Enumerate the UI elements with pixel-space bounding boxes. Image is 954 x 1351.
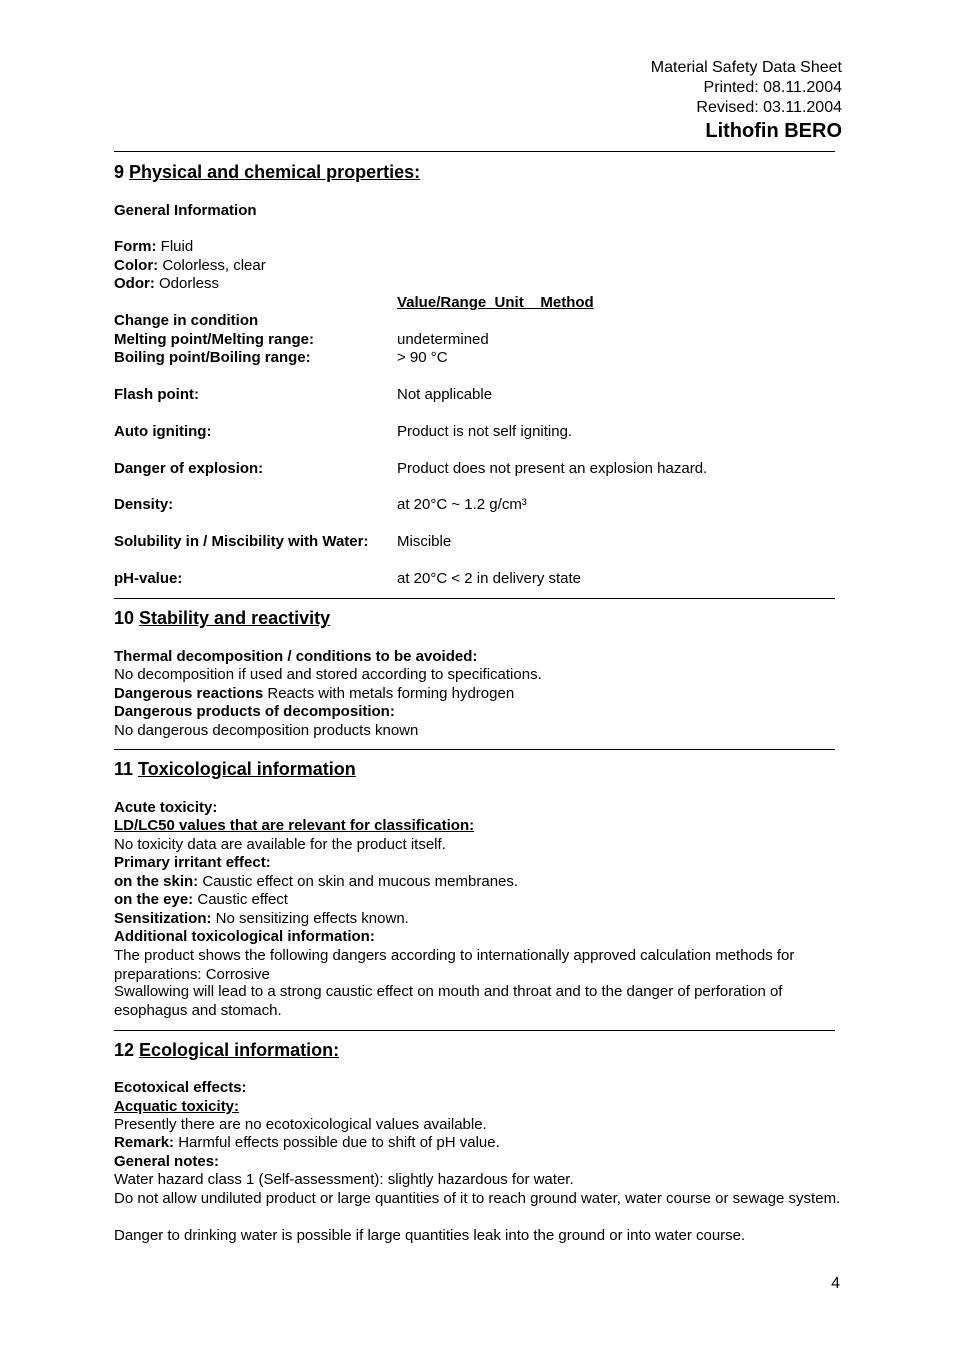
remark-line [114,1134,844,1153]
section-number: 11 [114,759,134,779]
section-12-heading [114,1040,339,1061]
section-9-heading [114,162,420,183]
form-label: Form: [114,238,157,255]
section-number: 9 [114,162,125,182]
odor-line [114,275,844,294]
section-11-heading [114,759,356,780]
dangerous-reactions-label: Dangerous reactions [114,685,264,702]
color-value: Colorless, clear [162,257,266,274]
odor-label: Odor: [114,275,155,292]
revised-date: Revised: 03.11.2004 [696,99,842,116]
section-title: Ecological information: [139,1040,340,1060]
sensitization-label: Sensitization: [114,910,212,927]
decomposition-products-label: Dangerous products of decomposition: [114,703,395,720]
property-label: Auto igniting: [114,423,212,440]
form-value: Fluid [160,238,194,255]
section-number: 10 [114,608,135,628]
general-notes-text-2: Do not allow undiluted product or large quantities of it to reach ground water, water course or sewage system. [114,1190,841,1207]
general-info-label: General Information [114,202,257,219]
property-value: Not applicable [397,386,493,403]
divider [114,598,835,599]
general-notes-text-3: Danger to drinking water is possible if large quantities leak into the ground or into water course. [114,1227,746,1244]
aquatic-toxicity-label: Acquatic toxicity: [114,1098,240,1115]
property-label: Melting point/Melting range: [114,331,314,348]
property-value: at 20°C < 2 in delivery state [397,570,582,587]
divider [114,749,835,750]
change-in-condition: Change in condition [114,312,259,329]
page-number: 4 [831,1275,840,1292]
acute-toxicity-label: Acute toxicity: [114,799,218,816]
skin-line [114,873,844,892]
property-value: Product is not self igniting. [397,423,573,440]
divider [114,1030,835,1031]
eye-value: Caustic effect [193,891,288,908]
additional-tox-text-2: Swallowing will lead to a strong caustic effect on mouth and throat and to the danger of perforation of esophagus and stomach. [114,983,783,1019]
remark-label: Remark: [114,1134,175,1151]
section-10-heading [114,608,330,629]
skin-value: Caustic effect on skin and mucous membranes. [198,873,519,890]
property-value: undetermined [397,331,489,348]
property-label: Density: [114,496,174,513]
additional-tox-text-1: The product shows the following dangers according to internationally approved calculation methods for preparations: Corrosive [114,947,795,983]
color-label: Color: [114,257,159,274]
property-value: > 90 °C [397,349,448,366]
form-line [114,238,844,257]
thermal-label: Thermal decomposition / conditions to be avoided: [114,648,478,665]
section-title: Toxicological information [138,759,356,779]
sensitization-line [114,910,844,929]
property-label: Boiling point/Boiling range: [114,349,311,366]
document-header [651,58,842,144]
ld-lc50-label: LD/LC50 values that are relevant for classification: [114,817,475,834]
property-label: Danger of explosion: [114,460,264,477]
decomposition-products-value: No dangerous decomposition products known [114,722,419,739]
ld-lc50-value: No toxicity data are available for the product itself. [114,836,446,853]
column-header: Value/Range Unit Method [397,294,594,311]
product-name: Lithofin BERO [705,120,842,142]
doc-type: Material Safety Data Sheet [650,59,842,76]
additional-tox-label: Additional toxicological information: [114,928,375,945]
aquatic-toxicity-value: Presently there are no ecotoxicological values available. [114,1116,487,1133]
dangerous-reactions-value: Reacts with metals forming hydrogen [263,685,515,702]
printed-date: Printed: 08.11.2004 [703,79,842,96]
ecotoxical-label: Ecotoxical effects: [114,1079,247,1096]
odor-value: Odorless [159,275,220,292]
property-value: Miscible [397,533,452,550]
property-label: pH-value: [114,570,183,587]
section-number: 12 [114,1040,135,1060]
section-title: Stability and reactivity [139,608,331,628]
eye-label: on the eye: [114,891,194,908]
property-value: at 20°C ~ 1.2 g/cm³ [397,496,527,513]
property-label: Flash point: [114,386,199,403]
remark-value: Harmful effects possible due to shift of pH value. [174,1134,500,1151]
property-value: Product does not present an explosion hazard. [397,460,708,477]
property-label: Solubility in / Miscibility with Water: [114,533,369,550]
color-line [114,257,844,276]
dangerous-reactions-line [114,685,844,704]
general-notes-text-1: Water hazard class 1 (Self-assessment): slightly hazardous for water. [114,1171,574,1188]
thermal-value: No decomposition if used and stored according to specifications. [114,666,542,683]
section-title: Physical and chemical properties: [129,162,421,182]
skin-label: on the skin: [114,873,199,890]
eye-line [114,891,844,910]
primary-irritant-label: Primary irritant effect: [114,854,271,871]
general-notes-label: General notes: [114,1153,220,1170]
divider [114,151,835,152]
sensitization-value: No sensitizing effects known. [211,910,409,927]
